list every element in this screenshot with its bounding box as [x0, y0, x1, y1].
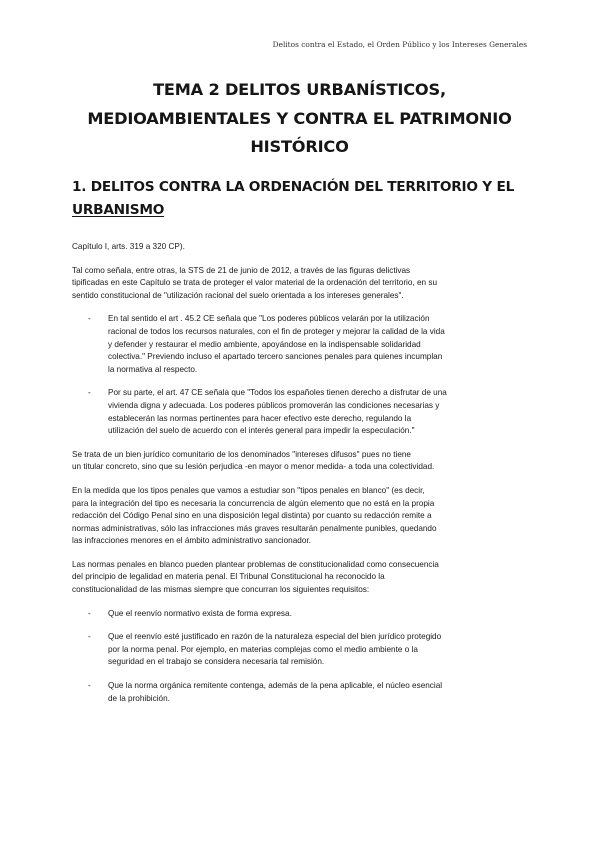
list-item-art-47	[72, 387, 527, 437]
text-line: para la integración del tipo es necesaria la concurrencia de algún elemento que no está en la propia	[72, 498, 435, 508]
page-title	[72, 76, 527, 162]
section-heading	[72, 176, 540, 222]
text-line: Tal como señala, entre otras, la STS de 21 de junio de 2012, a través de las figuras delictivas	[72, 265, 411, 275]
text-line: seguridad en el trabajo se considera necesaria tal remisión.	[108, 657, 325, 667]
text-line: utilización del suelo de acuerdo con el interés general para impedir la especulación."	[108, 426, 415, 436]
paragraph-tipos-en-blanco	[72, 485, 527, 548]
text-line: y defender y restaurar el medio ambiente, apoyándose en la indispensable solidaridad	[108, 339, 421, 349]
text-line: Que el reenvío normativo exista de forma expresa.	[108, 608, 292, 618]
text-line: de la prohibición.	[108, 693, 170, 703]
text-line: redacción del Código Penal sino en una disposición legal distinta) por cuanto su redacción remite a	[72, 511, 432, 521]
list-item-requisito-1	[72, 608, 527, 621]
text-line: por la norma penal. Por ejemplo, en materias complejas como el medio ambiente o la	[108, 644, 418, 654]
document-body	[72, 241, 527, 705]
text-line: Capítulo I, arts. 319 a 320 CP).	[72, 242, 185, 251]
list-item-art-45	[72, 313, 527, 376]
text-line: un titular concreto, sino que su lesión perjudica -en mayor o menor medida- a toda una colectividad.	[72, 462, 435, 472]
list-item-requisito-2	[72, 631, 527, 669]
bullet-dash: -	[88, 314, 91, 324]
text-line: Por su parte, el art. 47 CE señala que "Todos los españoles tienen derecho a disfrutar de una	[108, 388, 447, 398]
text-line: establecerán las normas pertinentes para hacer efectivo este derecho, regulando la	[108, 413, 412, 423]
paragraph-bien-juridico	[72, 449, 527, 474]
text-line: del principio de legalidad en materia penal. El Tribunal Constitucional ha reconocido la	[72, 572, 385, 582]
chapter-reference	[72, 241, 527, 254]
section-heading-line: 1. DELITOS CONTRA LA ORDENACIÓN DEL TERRITORIO Y EL	[72, 179, 515, 195]
paragraph-sts	[72, 265, 527, 303]
bullet-dash: -	[88, 388, 91, 398]
text-line: Que la norma orgánica remitente contenga, además de la pena aplicable, el núcleo esencial	[108, 681, 443, 691]
bullet-dash: -	[88, 608, 91, 618]
bullet-dash: -	[88, 681, 91, 691]
text-line: constitucionalidad de las mismas siempre que concurran los siguientes requisitos:	[72, 585, 370, 595]
section-heading-line: URBANISMO	[72, 202, 165, 218]
running-header: Delitos contra el Estado, el Orden Público y los Intereses Generales	[272, 40, 527, 49]
text-line: En tal sentido el art . 45.2 CE señala que "Los poderes públicos velarán por la utilización	[108, 314, 430, 324]
text-line: la normativa al respecto.	[108, 364, 198, 374]
bullet-dash: -	[88, 632, 91, 642]
text-line: Las normas penales en blanco pueden plantear problemas de constitucionalidad como consecuencia	[72, 559, 439, 569]
title-line: MEDIOAMBIENTALES Y CONTRA EL PATRIMONIO	[87, 108, 512, 128]
text-line: normas administrativas, sólo las infracciones más graves resultarán penalmente punibles, quedando	[72, 523, 437, 533]
text-line: racional de todos los recursos naturales, con el fin de proteger y mejorar la calidad de la vida	[108, 326, 445, 336]
title-line: HISTÓRICO	[250, 137, 349, 156]
title-line: TEMA 2 DELITOS URBANÍSTICOS,	[153, 80, 446, 99]
text-line: las infracciones menores en el ámbito administrativo sancionador.	[72, 536, 311, 546]
text-line: colectiva." Previendo incluso el apartado tercero sanciones penales para quienes incumplan	[108, 352, 443, 362]
text-line: vivienda digna y adecuada. Los poderes públicos promoverán las condiciones necesarias y	[108, 400, 440, 410]
list-item-requisito-3	[72, 680, 527, 705]
text-line: Que el reenvío esté justificado en razón de la naturaleza especial del bien jurídico protegido	[108, 632, 442, 642]
text-line: Se trata de un bien jurídico comunitario de los denominados "intereses difusos" pues no tiene	[72, 449, 411, 459]
text-line: En la medida que los tipos penales que vamos a estudiar son "tipos penales en blanco" (es decir,	[72, 485, 425, 495]
text-line: tipificadas en este Capítulo se trata de proteger el valor material de la ordenación del territorio, en su	[72, 278, 438, 288]
text-line: sentido constitucional de "utilización racional del suelo orientada a los intereses generales".	[72, 290, 404, 300]
paragraph-constitucionalidad	[72, 559, 527, 597]
